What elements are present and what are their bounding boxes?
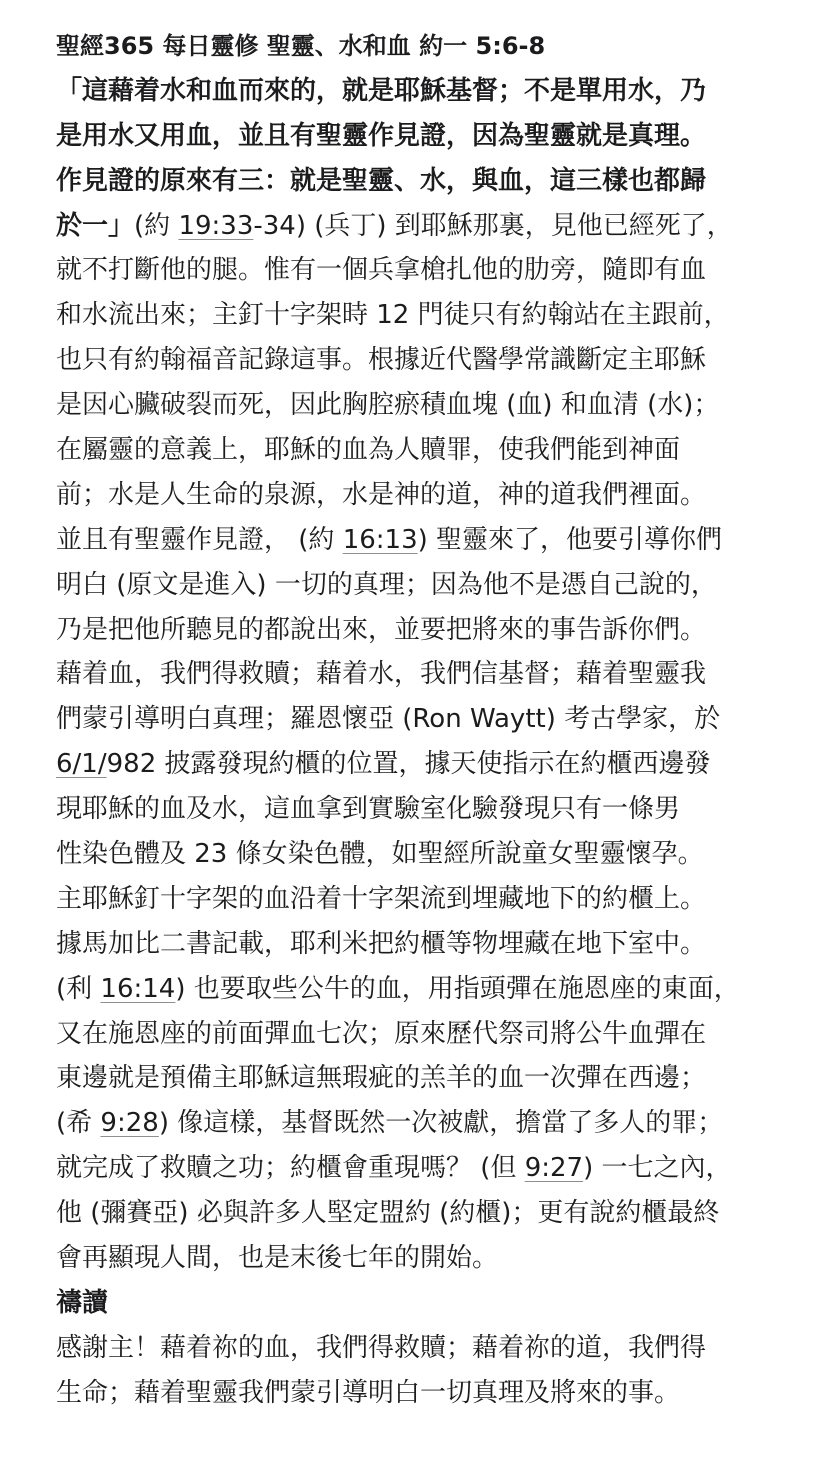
body-text: (希 [56,1108,101,1139]
body-line: 據馬加比二書記載，耶利米把約櫃等物埋藏在地下室中。 [56,928,707,959]
body-text: ) 也要取些公牛的血，用指頭彈在施恩座的東面， [175,973,740,1004]
body-line [56,518,788,563]
body-text: 就完成了救贖之功；約櫃會重現嗎？ (但 [56,1153,525,1184]
scripture-link[interactable]: 16:13 [342,524,418,555]
body-text: ) 聖靈來了，他要引導你們 [417,524,723,555]
body-line: 在屬靈的意義上，耶穌的血為人贖罪，使我們能到神面 [56,435,681,466]
body-text: (約 [134,210,179,241]
body-line [56,204,788,249]
body-line: 主耶穌釘十字架的血沿着十字架流到埋藏地下的約櫃上。 [56,883,707,914]
scripture-link[interactable]: 16:14 [100,973,176,1004]
body-line [56,967,788,1012]
body-line: 也只有約翰福音記錄這事。根據近代醫學常識斷定主耶穌 [56,345,707,376]
body-line: 又在施恩座的前面彈血七次；原來歷代祭司將公牛血彈在 [56,1018,707,1049]
body-line: 是因心臟破裂而死，因此胸腔瘀積血塊 (血) 和血清 (水)； [56,390,720,421]
body-text: -34) (兵丁) 到耶穌那裏，見他已經死了， [253,210,733,241]
body-text: 982 披露發現約櫃的位置，據天使指示在約櫃西邊發 [106,749,711,780]
body-line: 藉着血，我們得救贖；藉着水，我們信基督；藉着聖靈我 [56,659,707,690]
verse-end-text: 於一」 [56,210,135,241]
prayer-line: 生命；藉着聖靈我們蒙引導明白一切真理及將來的事。 [56,1377,681,1408]
body-text: ) 像這樣，基督既然一次被獻，擔當了多人的罪； [158,1108,724,1139]
verse-line: 「這藉着水和血而來的，就是耶穌基督；不是單用水，乃 [56,75,707,106]
prayer-heading: 禱讀 [56,1287,109,1318]
body-text: ) 一七之內， [583,1153,732,1184]
verse-line: 作見證的原來有三：就是聖靈、水，與血，這三樣也都歸 [56,165,707,196]
body-text: 並且有聖靈作見證， (約 [56,524,343,555]
body-line: 明白 (原文是進入) 一切的真理；因為他不是憑自己說的， [56,569,717,600]
scripture-link[interactable]: 19:33 [178,210,254,241]
body-line: 前；水是人生命的泉源，水是神的道，神的道我們裡面。 [56,479,707,510]
body-line: 他 (彌賽亞) 必與許多人堅定盟約 (約櫃)；更有說約櫃最終 [56,1198,720,1229]
body-line [56,742,788,787]
body-line: 現耶穌的血及水，這血拿到實驗室化驗發現只有一條男 [56,794,681,825]
body-line [56,1146,788,1191]
scripture-link[interactable]: 9:27 [524,1153,584,1184]
body-line: 乃是把他所聽見的都說出來，並要把將來的事告訴你們。 [56,614,707,645]
body-text: (利 [56,973,101,1004]
body-line: 們蒙引導明白真理；羅恩懷亞 (Ron Waytt) 考古學家，於 [56,704,721,735]
body-line: 會再顯現人間，也是末後七年的開始。 [56,1243,499,1274]
body-line: 和水流出來；主釘十字架時 12 門徒只有約翰站在主跟前， [56,300,730,331]
scripture-link[interactable]: 9:28 [100,1108,159,1139]
body-line [56,1101,788,1146]
page-title: 聖經365 每日靈修 聖靈、水和血 約一 5:6-8 [56,32,546,60]
body-line: 東邊就是預備主耶穌這無瑕疵的羔羊的血一次彈在西邊； [56,1063,707,1094]
date-link[interactable]: 6/1/ [56,749,107,780]
body-line: 性染色體及 23 條女染色體，如聖經所說童女聖靈懷孕。 [56,839,704,870]
verse-line: 是用水又用血，並且有聖靈作見證，因為聖靈就是真理。 [56,120,707,151]
body-line: 就不打斷他的腿。惟有一個兵拿槍扎他的肋旁，隨即有血 [56,255,707,286]
prayer-line: 感謝主！藉着祢的血，我們得救贖；藉着祢的道，我們得 [56,1332,707,1363]
